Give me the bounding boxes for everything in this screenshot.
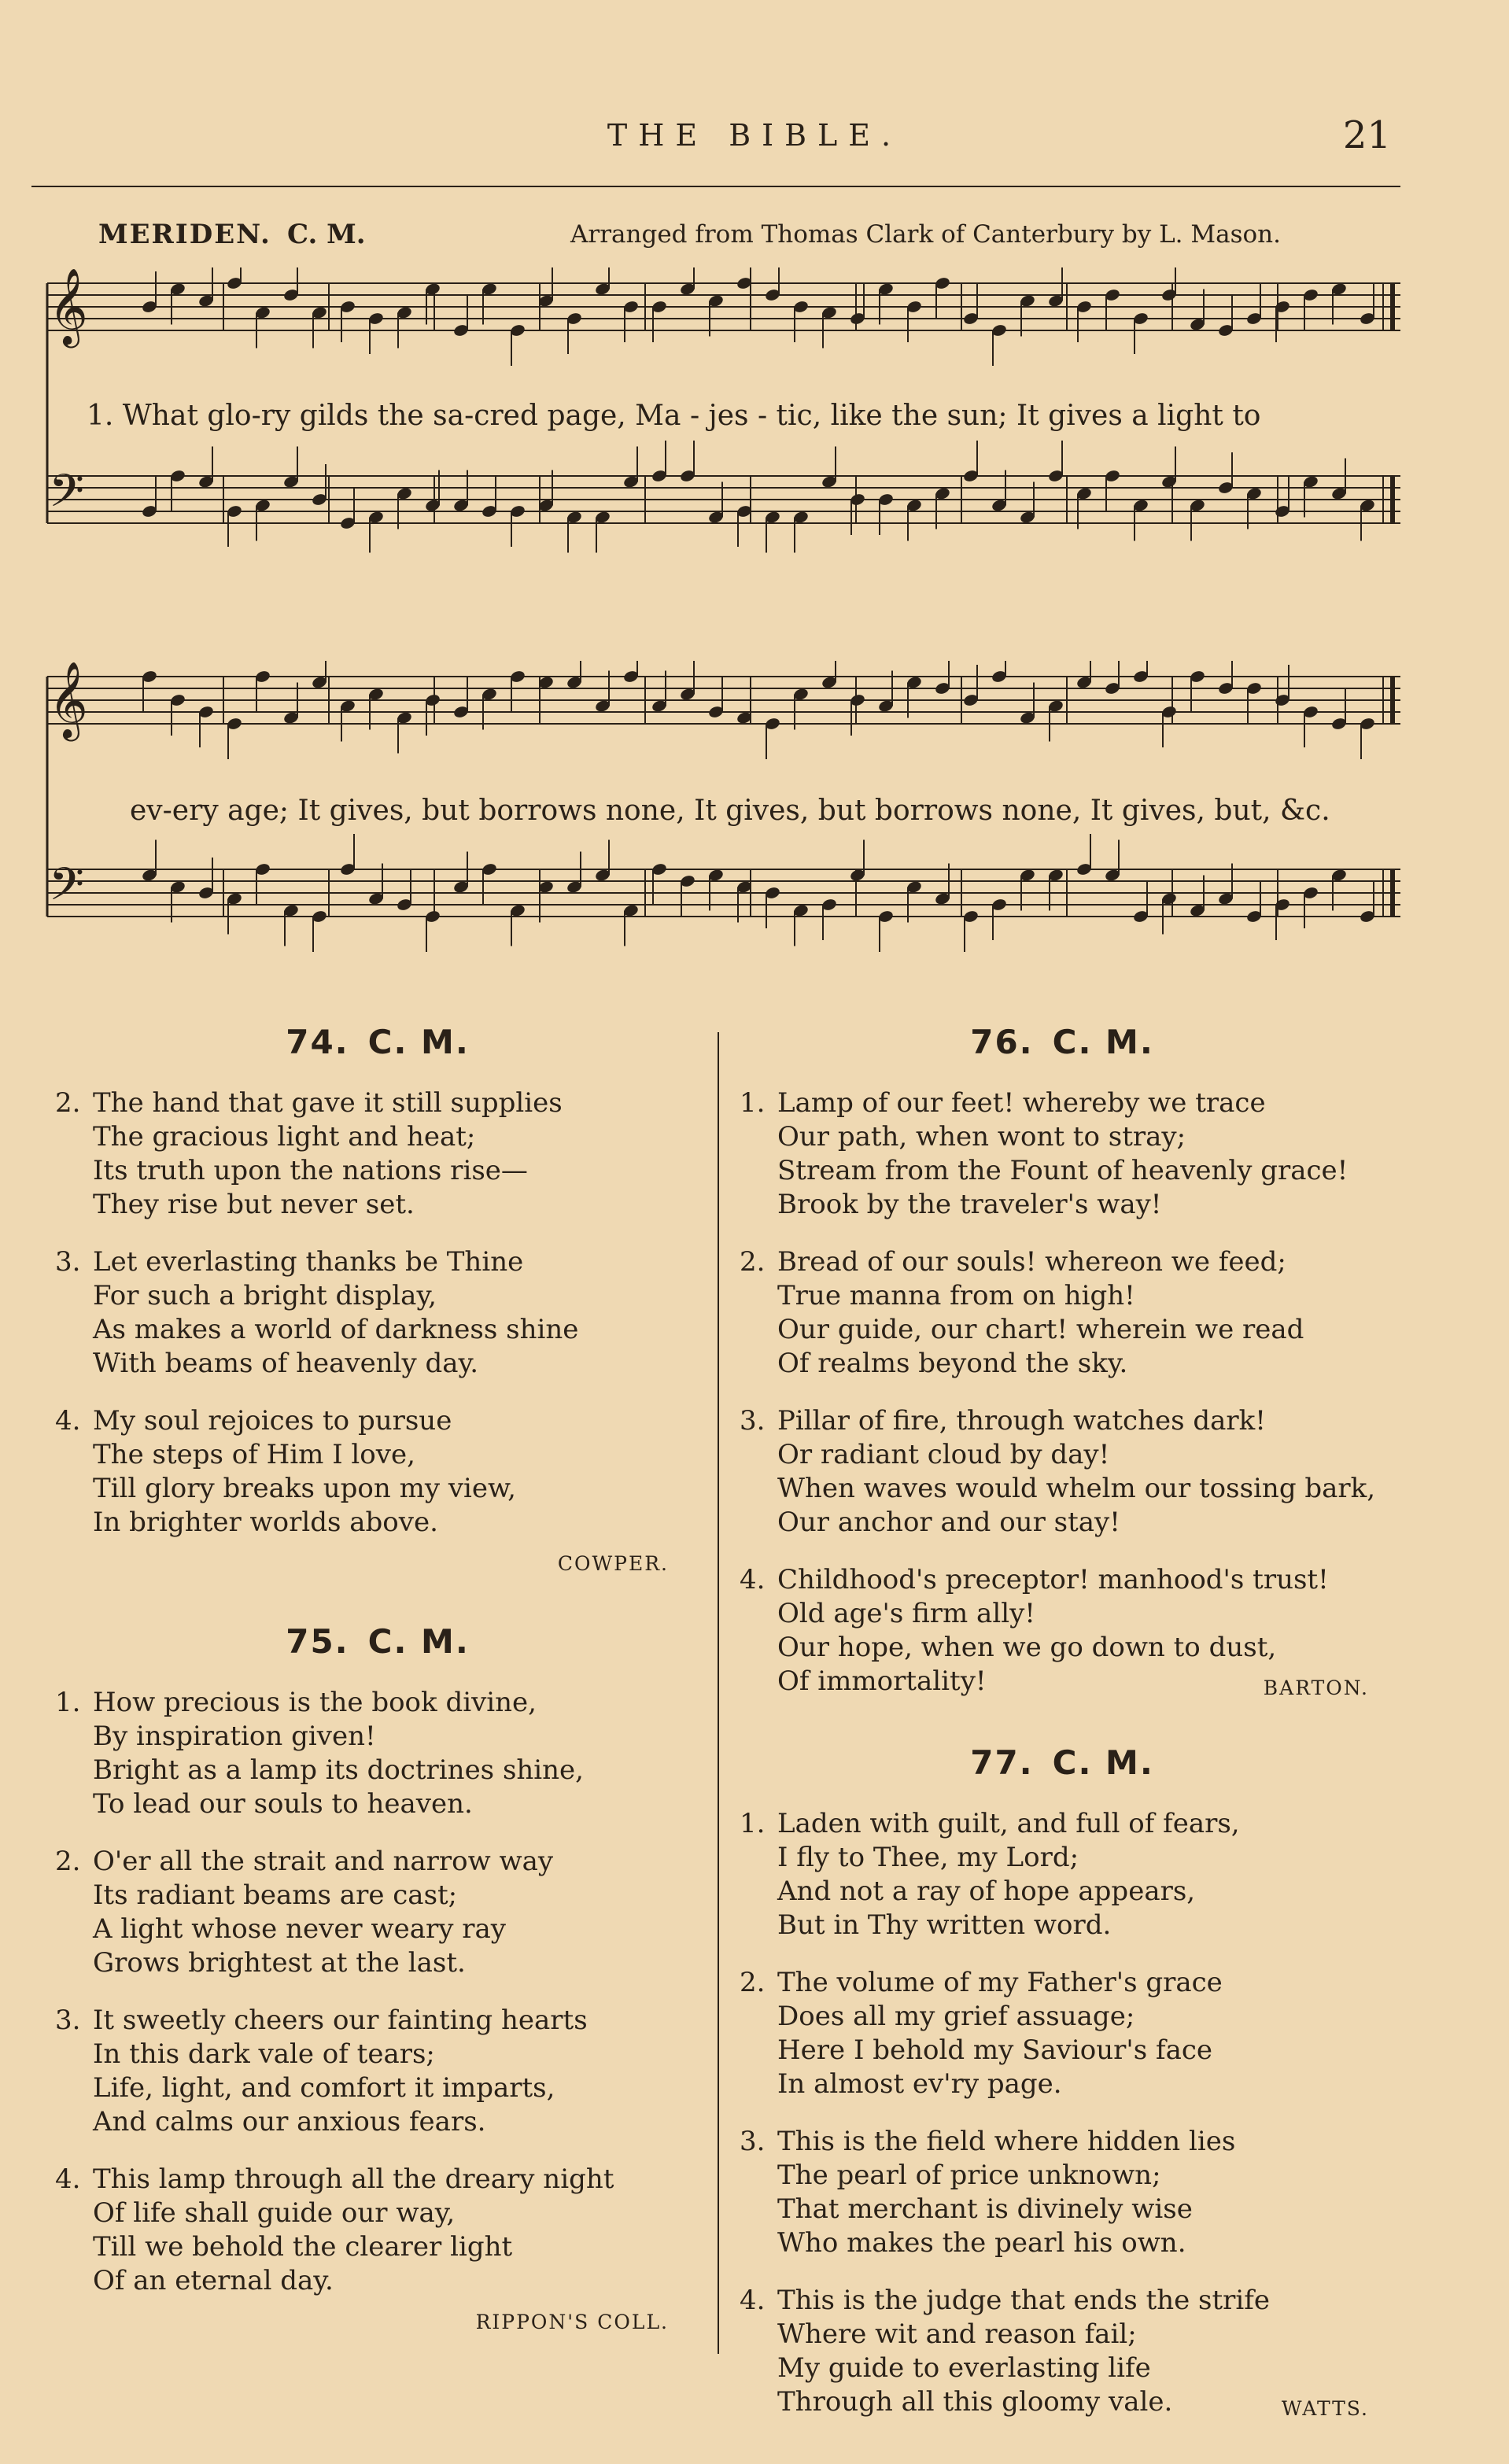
lyrics-line-2: ev-ery age; It gives, but borrows none, It gives, but borrows none, It gives, but, &c. <box>130 795 1330 827</box>
stanza-line <box>740 2226 1385 2260</box>
stanza-line <box>740 1313 1385 1347</box>
stanza-number: 2. <box>740 1967 766 1998</box>
hymn-heading <box>740 1743 1385 1782</box>
hymn-heading <box>55 1023 700 1061</box>
stanza-line-text: Through all this gloomy vale. <box>777 2386 1173 2418</box>
stanza-line-text: Our hope, when we go down to dust, <box>777 1632 1277 1663</box>
hymn-heading <box>55 1622 700 1661</box>
tune-arranger: Arranged from Thomas Clark of Canterbury by L. Mason. <box>570 220 1281 249</box>
hymn-74 <box>55 1023 700 1575</box>
stanza-line <box>55 1472 700 1506</box>
stanza-line-text: Old age's firm ally! <box>777 1598 1035 1629</box>
music-system-1 <box>31 267 1400 598</box>
hymn-author: COWPER. <box>557 1552 669 1575</box>
stanza-line <box>55 1787 700 1821</box>
stanza-line <box>740 2125 1385 2159</box>
running-title: THE BIBLE. <box>607 118 902 153</box>
stanza-number: 1. <box>740 1808 766 1839</box>
stanza-line-text: And not a ray of hope appears, <box>777 1876 1196 1907</box>
stanza-line-text: The steps of Him I love, <box>93 1439 415 1470</box>
stanza-line-text: Laden with guilt, and full of fears, <box>777 1808 1240 1839</box>
stanza <box>55 1245 700 1381</box>
stanza-number: 2. <box>55 1846 81 1877</box>
stanza-line <box>740 2193 1385 2226</box>
page-header <box>0 113 1509 165</box>
stanza-line-text: That merchant is divinely wise <box>777 2193 1193 2225</box>
stanza <box>55 2004 700 2139</box>
right-column <box>740 1023 1385 2464</box>
stanza-line <box>740 1438 1385 1472</box>
stanza <box>55 1404 700 1540</box>
hymn-meter: C. M. <box>367 1622 470 1661</box>
stanza-line-text: O'er all the strait and narrow way <box>93 1846 554 1877</box>
stanza-line-text: Our guide, our chart! wherein we read <box>777 1314 1304 1345</box>
stanza-line <box>55 2163 700 2197</box>
stanza-line <box>740 2067 1385 2101</box>
stanza-line-text: Brook by the traveler's way! <box>777 1189 1162 1220</box>
hymn-number: 76. <box>970 1023 1034 1061</box>
stanza <box>55 2163 700 2298</box>
stanza-line <box>740 1875 1385 1909</box>
stanza-line <box>740 1909 1385 1942</box>
stanza-line-text: And calms our anxious fears. <box>93 2106 486 2138</box>
stanza-number: 4. <box>740 1564 766 1595</box>
stanza-line <box>740 1086 1385 1120</box>
stanza <box>55 1845 700 1980</box>
tune-info <box>98 219 1389 258</box>
stanza-line-text: When waves would whelm our tossing bark, <box>777 1473 1376 1504</box>
stanza-line <box>740 1841 1385 1875</box>
stanza-number: 3. <box>55 2005 81 2036</box>
hymn-heading <box>740 1023 1385 1061</box>
stanza-line-text: Let everlasting thanks be Thine <box>93 1246 524 1278</box>
stanza-line <box>55 1913 700 1946</box>
stanza-line <box>55 2004 700 2038</box>
stanza-line-text: By inspiration given! <box>93 1721 376 1752</box>
stanza-line-text: With beams of heavenly day. <box>93 1348 479 1379</box>
stanza-line <box>740 2318 1385 2351</box>
bass-clef-icon: 𝄢 <box>49 858 85 922</box>
stanza <box>740 1966 1385 2101</box>
stanza <box>740 1404 1385 1540</box>
stanza-line-text: As makes a world of darkness shine <box>93 1314 579 1345</box>
stanza-line <box>740 2034 1385 2067</box>
hymn-77 <box>740 1743 1385 2420</box>
stanza-line-text: This lamp through all the dreary night <box>93 2163 614 2195</box>
tune-meter: C. M. <box>287 219 366 250</box>
stanza-line-text: The pearl of price unknown; <box>777 2160 1161 2191</box>
stanza-line <box>740 1279 1385 1313</box>
stanza-line-text: This is the field where hidden lies <box>777 2126 1236 2157</box>
lyrics-line-1: 1. What glo-ry gilds the sa-cred page, Ma - jes - tic, like the sun; It gives a light to <box>87 400 1261 432</box>
stanza-number: 3. <box>740 2126 766 2157</box>
hymn-75 <box>55 1622 700 2333</box>
stanza-line-text: Of an eternal day. <box>93 2265 334 2296</box>
stanza-line-text: A light whose never weary ray <box>93 1913 506 1945</box>
stanza-line-text: Till we behold the clearer light <box>93 2231 513 2263</box>
stanza-line-text: How precious is the book divine, <box>93 1687 537 1718</box>
stanza-line <box>55 1347 700 1381</box>
stanza-line-text: It sweetly cheers our fainting hearts <box>93 2005 588 2036</box>
left-column <box>55 1023 700 2381</box>
treble-clef-icon: 𝄞 <box>49 267 88 345</box>
stanza-line-text: Or radiant cloud by day! <box>777 1439 1110 1470</box>
stanza-line <box>740 1245 1385 1279</box>
hymn-76 <box>740 1023 1385 1699</box>
stanza-line <box>740 2351 1385 2385</box>
stanza-number: 4. <box>55 1405 81 1437</box>
stanza-line <box>740 1472 1385 1506</box>
stanza-line-text: Its radiant beams are cast; <box>93 1879 458 1911</box>
stanza-line <box>55 1279 700 1313</box>
stanza-line <box>740 1506 1385 1540</box>
hymn-number: 77. <box>970 1743 1034 1782</box>
stanza-line <box>55 2038 700 2071</box>
page-number: 21 <box>1342 113 1391 157</box>
hymn-author: RIPPON'S COLL. <box>475 2311 669 2333</box>
stanza-number: 1. <box>55 1687 81 1718</box>
stanza-line <box>740 1120 1385 1154</box>
stanza-line <box>55 1879 700 1913</box>
stanza-line-text: Childhood's preceptor! manhood's trust! <box>777 1564 1329 1595</box>
stanza-line <box>740 1154 1385 1188</box>
stanza-line <box>55 1313 700 1347</box>
stanza-line <box>740 1563 1385 1597</box>
stanza-line-text: Bright as a lamp its doctrines shine, <box>93 1754 584 1786</box>
stanza-line <box>55 1506 700 1540</box>
stanza-line <box>55 1946 700 1980</box>
stanza <box>740 1245 1385 1381</box>
stanza <box>740 1807 1385 1942</box>
stanza-number: 2. <box>740 1246 766 1278</box>
stanza-line <box>740 1597 1385 1631</box>
stanza-number: 2. <box>55 1087 81 1119</box>
tune-name: MERIDEN. <box>98 219 271 250</box>
stanza-line-text: True manna from on high! <box>777 1280 1135 1311</box>
stanza-line-text: Stream from the Fount of heavenly grace! <box>777 1155 1349 1186</box>
stanza-line-text: Till glory breaks upon my view, <box>93 1473 516 1504</box>
stanza-line <box>55 1120 700 1154</box>
stanza-line <box>55 1438 700 1472</box>
stanza-line <box>740 2284 1385 2318</box>
stanza-line-text: Here I behold my Saviour's face <box>777 2034 1213 2066</box>
stanza-line-text: Who makes the pearl his own. <box>777 2227 1186 2259</box>
stanza-line-text: They rise but never set. <box>93 1189 415 1220</box>
music-score-system-1 <box>31 267 1400 598</box>
stanza-line-text: My soul rejoices to pursue <box>93 1405 452 1437</box>
stanza-line <box>740 1966 1385 2000</box>
hymn-author: WATTS. <box>1281 2397 1369 2420</box>
stanza <box>55 1686 700 1821</box>
stanza <box>740 1086 1385 1222</box>
stanza-line <box>55 1245 700 1279</box>
stanza-line-text: Our path, when wont to stray; <box>777 1121 1186 1153</box>
stanza-line <box>55 1154 700 1188</box>
stanza-number: 3. <box>55 1246 81 1278</box>
stanza-line <box>740 1807 1385 1841</box>
stanza-line-text: Of immortality! <box>777 1665 987 1697</box>
stanza-line-text: In brighter worlds above. <box>93 1507 438 1538</box>
stanza-line-text: In this dark vale of tears; <box>93 2038 435 2070</box>
stanza-line-text: The volume of my Father's grace <box>777 1967 1223 1998</box>
stanza-line <box>55 2230 700 2264</box>
stanza <box>55 1086 700 1222</box>
stanza-number: 4. <box>740 2285 766 2316</box>
stanza-line-text: Lamp of our feet! whereby we trace <box>777 1087 1266 1119</box>
stanza-line <box>55 1086 700 1120</box>
stanza-line-text: Of realms beyond the sky. <box>777 1348 1128 1379</box>
stanza-line <box>55 1754 700 1787</box>
hymn-number: 74. <box>286 1023 349 1061</box>
stanza-line <box>55 1845 700 1879</box>
column-divider <box>718 1032 719 2354</box>
stanza-line-text: But in Thy written word. <box>777 1909 1112 1941</box>
stanza-line <box>55 1686 700 1720</box>
stanza-line-text: The gracious light and heat; <box>93 1121 476 1153</box>
hymn-meter: C. M. <box>1052 1023 1154 1061</box>
stanza-line <box>740 2159 1385 2193</box>
hymn-number: 75. <box>286 1622 349 1661</box>
bass-clef-icon: 𝄢 <box>49 464 85 529</box>
stanza-line <box>740 1404 1385 1438</box>
stanza-line <box>55 2197 700 2230</box>
stanza-line <box>55 2071 700 2105</box>
stanza-number: 4. <box>55 2163 81 2195</box>
stanza-line-text: Pillar of fire, through watches dark! <box>777 1405 1266 1437</box>
stanza-line-text: I fly to Thee, my Lord; <box>777 1842 1079 1873</box>
stanza <box>740 2125 1385 2260</box>
stanza-line-text: Life, light, and comfort it imparts, <box>93 2072 555 2104</box>
stanza-line <box>740 1347 1385 1381</box>
stanza-line-text: Does all my grief assuage; <box>777 2001 1135 2032</box>
hymn-meter: C. M. <box>1052 1743 1154 1782</box>
stanza-line <box>740 1631 1385 1665</box>
stanza-line <box>55 1188 700 1222</box>
stanza-line <box>55 2264 700 2298</box>
stanza-line-text: Our anchor and our stay! <box>777 1507 1120 1538</box>
stanza-line-text: This is the judge that ends the strife <box>777 2285 1270 2316</box>
treble-clef-icon: 𝄞 <box>49 661 88 738</box>
stanza-line <box>740 2000 1385 2034</box>
stanza-line-text: In almost ev'ry page. <box>777 2068 1062 2100</box>
hymn-meter: C. M. <box>367 1023 470 1061</box>
stanza-line <box>55 1720 700 1754</box>
hymn-author: BARTON. <box>1263 1676 1369 1699</box>
stanza-line-text: My guide to everlasting life <box>777 2352 1151 2384</box>
stanza-line-text: Of life shall guide our way, <box>93 2197 456 2229</box>
header-rule <box>31 186 1400 187</box>
stanza-number: 3. <box>740 1405 766 1437</box>
stanza-line-text: For such a bright display, <box>93 1280 437 1311</box>
stanza-line <box>740 1188 1385 1222</box>
stanza-line-text: To lead our souls to heaven. <box>93 1788 473 1820</box>
stanza-line-text: Where wit and reason fail; <box>777 2318 1137 2350</box>
stanza-line <box>55 2105 700 2139</box>
stanza-line-text: The hand that gave it still supplies <box>93 1087 563 1119</box>
stanza-number: 1. <box>740 1087 766 1119</box>
stanza-line-text: Its truth upon the nations rise— <box>93 1155 528 1186</box>
stanza-line-text: Grows brightest at the last. <box>93 1947 466 1979</box>
stanza-line-text: Bread of our souls! whereon we feed; <box>777 1246 1286 1278</box>
stanza-line <box>55 1404 700 1438</box>
